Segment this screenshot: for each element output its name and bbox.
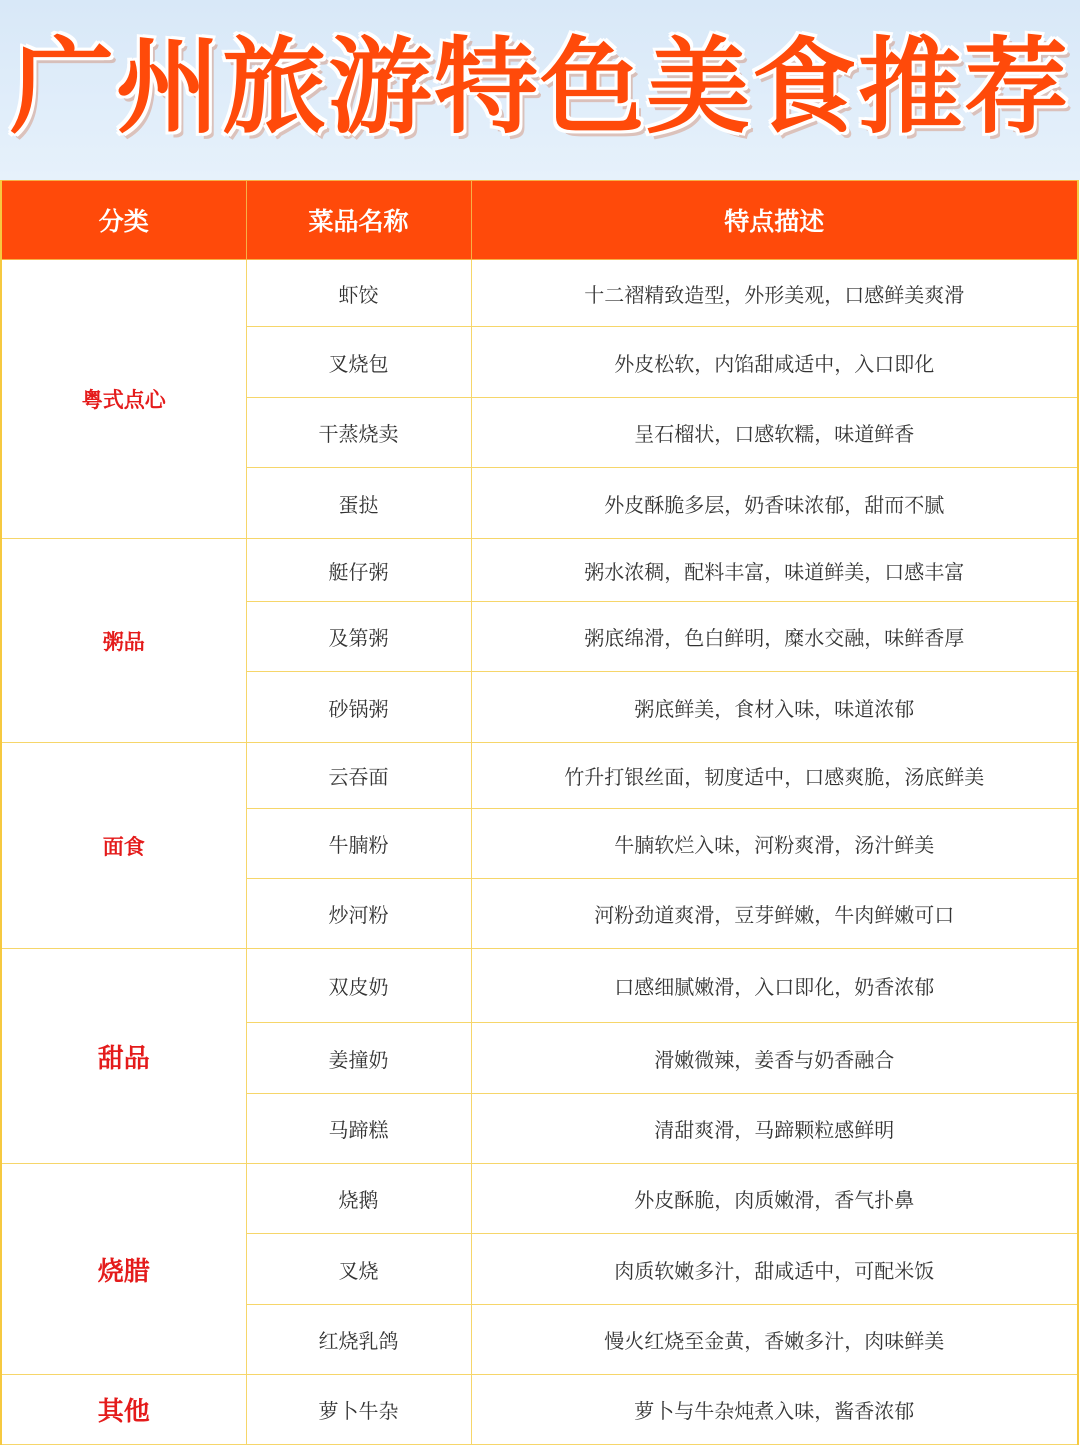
dish-name: 马蹄糕 — [246, 1094, 471, 1164]
dish-name: 叉烧 — [246, 1234, 471, 1305]
dish-description: 外皮酥脆，肉质嫩滑，香气扑鼻 — [471, 1164, 1078, 1234]
header-category: 分类 — [1, 181, 246, 260]
dish-description: 外皮松软，内馅甜咸适中，入口即化 — [471, 327, 1078, 398]
dish-description: 粥底绵滑，色白鲜明，糜水交融，味鲜香厚 — [471, 602, 1078, 672]
dish-description: 慢火红烧至金黄，香嫩多汁，肉味鲜美 — [471, 1305, 1078, 1375]
header-dish-name: 菜品名称 — [246, 181, 471, 260]
dish-name: 牛腩粉 — [246, 809, 471, 879]
table-row — [1, 1164, 1078, 1234]
dish-name: 姜撞奶 — [246, 1023, 471, 1094]
dish-description: 十二褶精致造型，外形美观，口感鲜美爽滑 — [471, 260, 1078, 327]
category-cell: 烧腊 — [1, 1164, 246, 1375]
dish-name: 蛋挞 — [246, 468, 471, 539]
dish-description: 竹升打银丝面，韧度适中，口感爽脆，汤底鲜美 — [471, 743, 1078, 809]
dish-name: 萝卜牛杂 — [246, 1375, 471, 1445]
page-title: 广州旅游特色美食推荐 — [9, 26, 1070, 148]
table-row — [1, 949, 1078, 1023]
dish-description: 萝卜与牛杂炖煮入味，酱香浓郁 — [471, 1375, 1078, 1445]
category-cell: 其他 — [1, 1375, 246, 1445]
dish-name: 虾饺 — [246, 260, 471, 327]
dish-description: 肉质软嫩多汁，甜咸适中，可配米饭 — [471, 1234, 1078, 1305]
dish-description: 外皮酥脆多层，奶香味浓郁，甜而不腻 — [471, 468, 1078, 539]
dish-description: 粥底鲜美，食材入味，味道浓郁 — [471, 672, 1078, 743]
table-row — [1, 260, 1078, 327]
table-header-row — [1, 181, 1078, 260]
dish-name: 叉烧包 — [246, 327, 471, 398]
dish-name: 干蒸烧卖 — [246, 398, 471, 468]
header-description: 特点描述 — [471, 181, 1078, 260]
dish-name: 云吞面 — [246, 743, 471, 809]
category-cell: 粥品 — [1, 539, 246, 743]
dish-description: 口感细腻嫩滑，入口即化，奶香浓郁 — [471, 949, 1078, 1023]
category-cell: 粤式点心 — [1, 260, 246, 539]
title-banner — [0, 0, 1080, 180]
dish-name: 烧鹅 — [246, 1164, 471, 1234]
dish-name: 炒河粉 — [246, 879, 471, 949]
dish-name: 砂锅粥 — [246, 672, 471, 743]
dish-description: 清甜爽滑，马蹄颗粒感鲜明 — [471, 1094, 1078, 1164]
dish-name: 双皮奶 — [246, 949, 471, 1023]
table-row — [1, 743, 1078, 809]
category-cell: 面食 — [1, 743, 246, 949]
dish-description: 河粉劲道爽滑，豆芽鲜嫩，牛肉鲜嫩可口 — [471, 879, 1078, 949]
table-row — [1, 1375, 1078, 1445]
dish-name: 红烧乳鸽 — [246, 1305, 471, 1375]
dish-name: 及第粥 — [246, 602, 471, 672]
dish-description: 滑嫩微辣，姜香与奶香融合 — [471, 1023, 1078, 1094]
category-cell: 甜品 — [1, 949, 246, 1164]
dish-name: 艇仔粥 — [246, 539, 471, 602]
dish-description: 粥水浓稠，配料丰富，味道鲜美，口感丰富 — [471, 539, 1078, 602]
dish-description: 牛腩软烂入味，河粉爽滑，汤汁鲜美 — [471, 809, 1078, 879]
dish-description: 呈石榴状，口感软糯，味道鲜香 — [471, 398, 1078, 468]
food-table — [0, 180, 1079, 1445]
table-row — [1, 539, 1078, 602]
